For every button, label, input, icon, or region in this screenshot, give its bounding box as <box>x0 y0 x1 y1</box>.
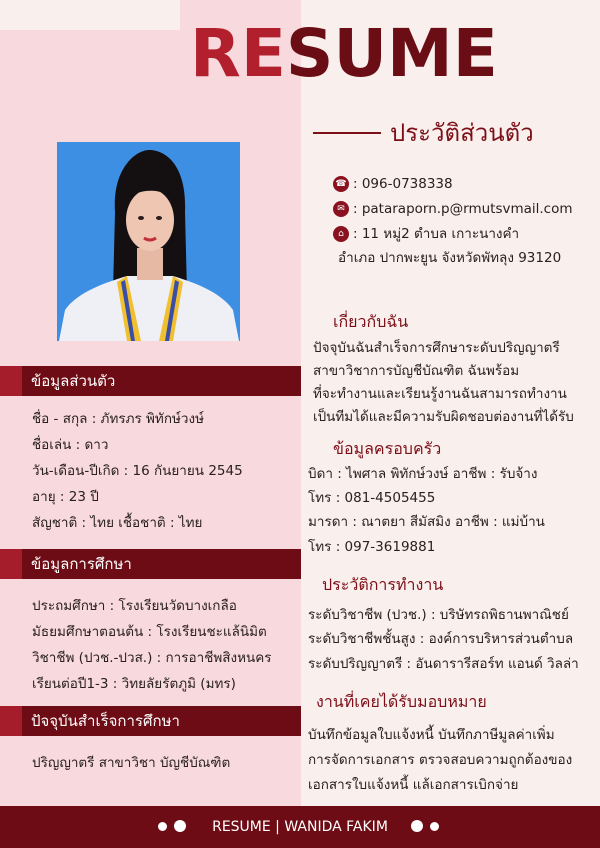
title-sume: SUME <box>285 15 498 92</box>
personal-line: อายุ : 23 ปี <box>32 489 99 505</box>
email-text: : pataraporn.p@rmutsvmail.com <box>353 201 573 217</box>
current-line: ปริญญาตรี สาขาวิชา บัญชีบัณฑิต <box>32 755 231 771</box>
current-heading-mark <box>0 706 22 736</box>
profile-photo <box>57 142 240 341</box>
education-heading-bar <box>22 549 301 579</box>
current-heading-bar <box>22 706 301 736</box>
family-line: โทร : 081-4505455 <box>308 490 436 506</box>
tasks-line: การจัดการเอกสาร ตรวจสอบความถูกต้องของ <box>308 752 573 768</box>
current-heading: ปัจจุบันสำเร็จการศึกษา <box>31 712 180 730</box>
footer-dot-icon <box>411 820 423 832</box>
education-line: วิชาชีพ (ปวช.-ปวส.) : การอาชีพสิงหนคร <box>32 650 272 666</box>
address-line-1: : 11 หมู่2 ตำบล เกาะนางคำ <box>353 226 520 242</box>
mail-icon: ✉ <box>333 201 349 217</box>
address-line-2: อำเภอ ปากพะยูน จังหวัดพัทลุง 93120 <box>338 250 562 266</box>
resume-title <box>190 14 498 94</box>
personal-heading-mark <box>0 366 22 396</box>
phone-text: : 096-0738338 <box>353 176 453 192</box>
about-heading: เกี่ยวกับฉัน <box>333 312 409 331</box>
education-line: เรียนต่อปี1-3 : วิทยลัยรัตภูมิ (มทร) <box>32 676 236 692</box>
personal-heading-bar <box>22 366 301 396</box>
personal-line: ชื่อ - สกุล : ภัทรภร พิทักษ์วงษ์ <box>32 411 204 427</box>
family-line: บิดา : ไพศาล พิทักษ์วงษ์ อาชีพ : รับจ้าง <box>308 466 538 482</box>
work-line: ระดับวิชาชีพ (ปวช.) : บริษัทรถพิธานพาณิชย์ <box>308 607 569 623</box>
family-line: โทร : 097-3619881 <box>308 539 436 555</box>
family-heading: ข้อมูลครอบครัว <box>333 439 442 458</box>
about-line: ที่จะทำงานและเรียนรู้งานฉันสามารถทำงาน <box>313 386 567 402</box>
footer-bar <box>0 806 600 848</box>
profile-photo-illustration <box>57 142 240 341</box>
tasks-heading: งานที่เคยได้รับมอบหมาย <box>316 692 487 711</box>
title-re: RE <box>190 15 286 92</box>
about-line: เป็นทีมได้และมีความรับผิดชอบต่องานที่ได้รับ <box>313 409 574 425</box>
education-heading: ข้อมูลการศึกษา <box>31 555 132 573</box>
family-line: มารดา : ณาตยา สีมัสมิง อาชีพ : แม่บ้าน <box>308 514 545 530</box>
footer-text: RESUME | WANIDA FAKIM <box>212 819 388 835</box>
tasks-line: เอกสารใบแจ้งหนี้ แล้เอกสารเบิกจ่าย <box>308 777 519 793</box>
work-line: ระดับปริญญาตรี : อันดารารีสอร์ท แอนด์ วิลล่า <box>308 656 579 672</box>
education-line: ประถมศึกษา : โรงเรียนวัดบางเกลือ <box>32 598 237 614</box>
tasks-line: บันทึกข้อมูลใบแจ้งหนี้ บันทึกภาษีมูลค่าเพิ่ม <box>308 727 555 743</box>
footer-dot-icon <box>430 822 439 831</box>
personal-line: สัญชาติ : ไทย เชื้อชาติ : ไทย <box>32 515 203 531</box>
page-subtitle: ประวัติส่วนตัว <box>390 119 534 147</box>
home-icon: ⌂ <box>333 226 349 242</box>
education-heading-mark <box>0 549 22 579</box>
personal-line: ชื่อเล่น : ดาว <box>32 437 109 453</box>
personal-line: วัน-เดือน-ปีเกิด : 16 กันยายน 2545 <box>32 463 243 479</box>
about-line: สาขาวิชาการบัญชีบัณฑิต ฉันพร้อม <box>313 363 520 379</box>
work-heading: ประวัติการทำงาน <box>322 575 444 594</box>
personal-heading: ข้อมูลส่วนตัว <box>31 372 116 390</box>
education-line: มัธยมศึกษาตอนต้น : โรงเรียนชะแล้นิมิต <box>32 624 267 640</box>
about-line: ปัจจุบันฉันสำเร็จการศึกษาระดับปริญญาตรี <box>313 340 560 356</box>
subtitle-divider <box>313 132 381 134</box>
work-line: ระดับวิชาชีพชั้นสูง : องค์การบริหารส่วนตำบล <box>308 631 574 647</box>
phone-icon: ☎ <box>333 176 349 192</box>
